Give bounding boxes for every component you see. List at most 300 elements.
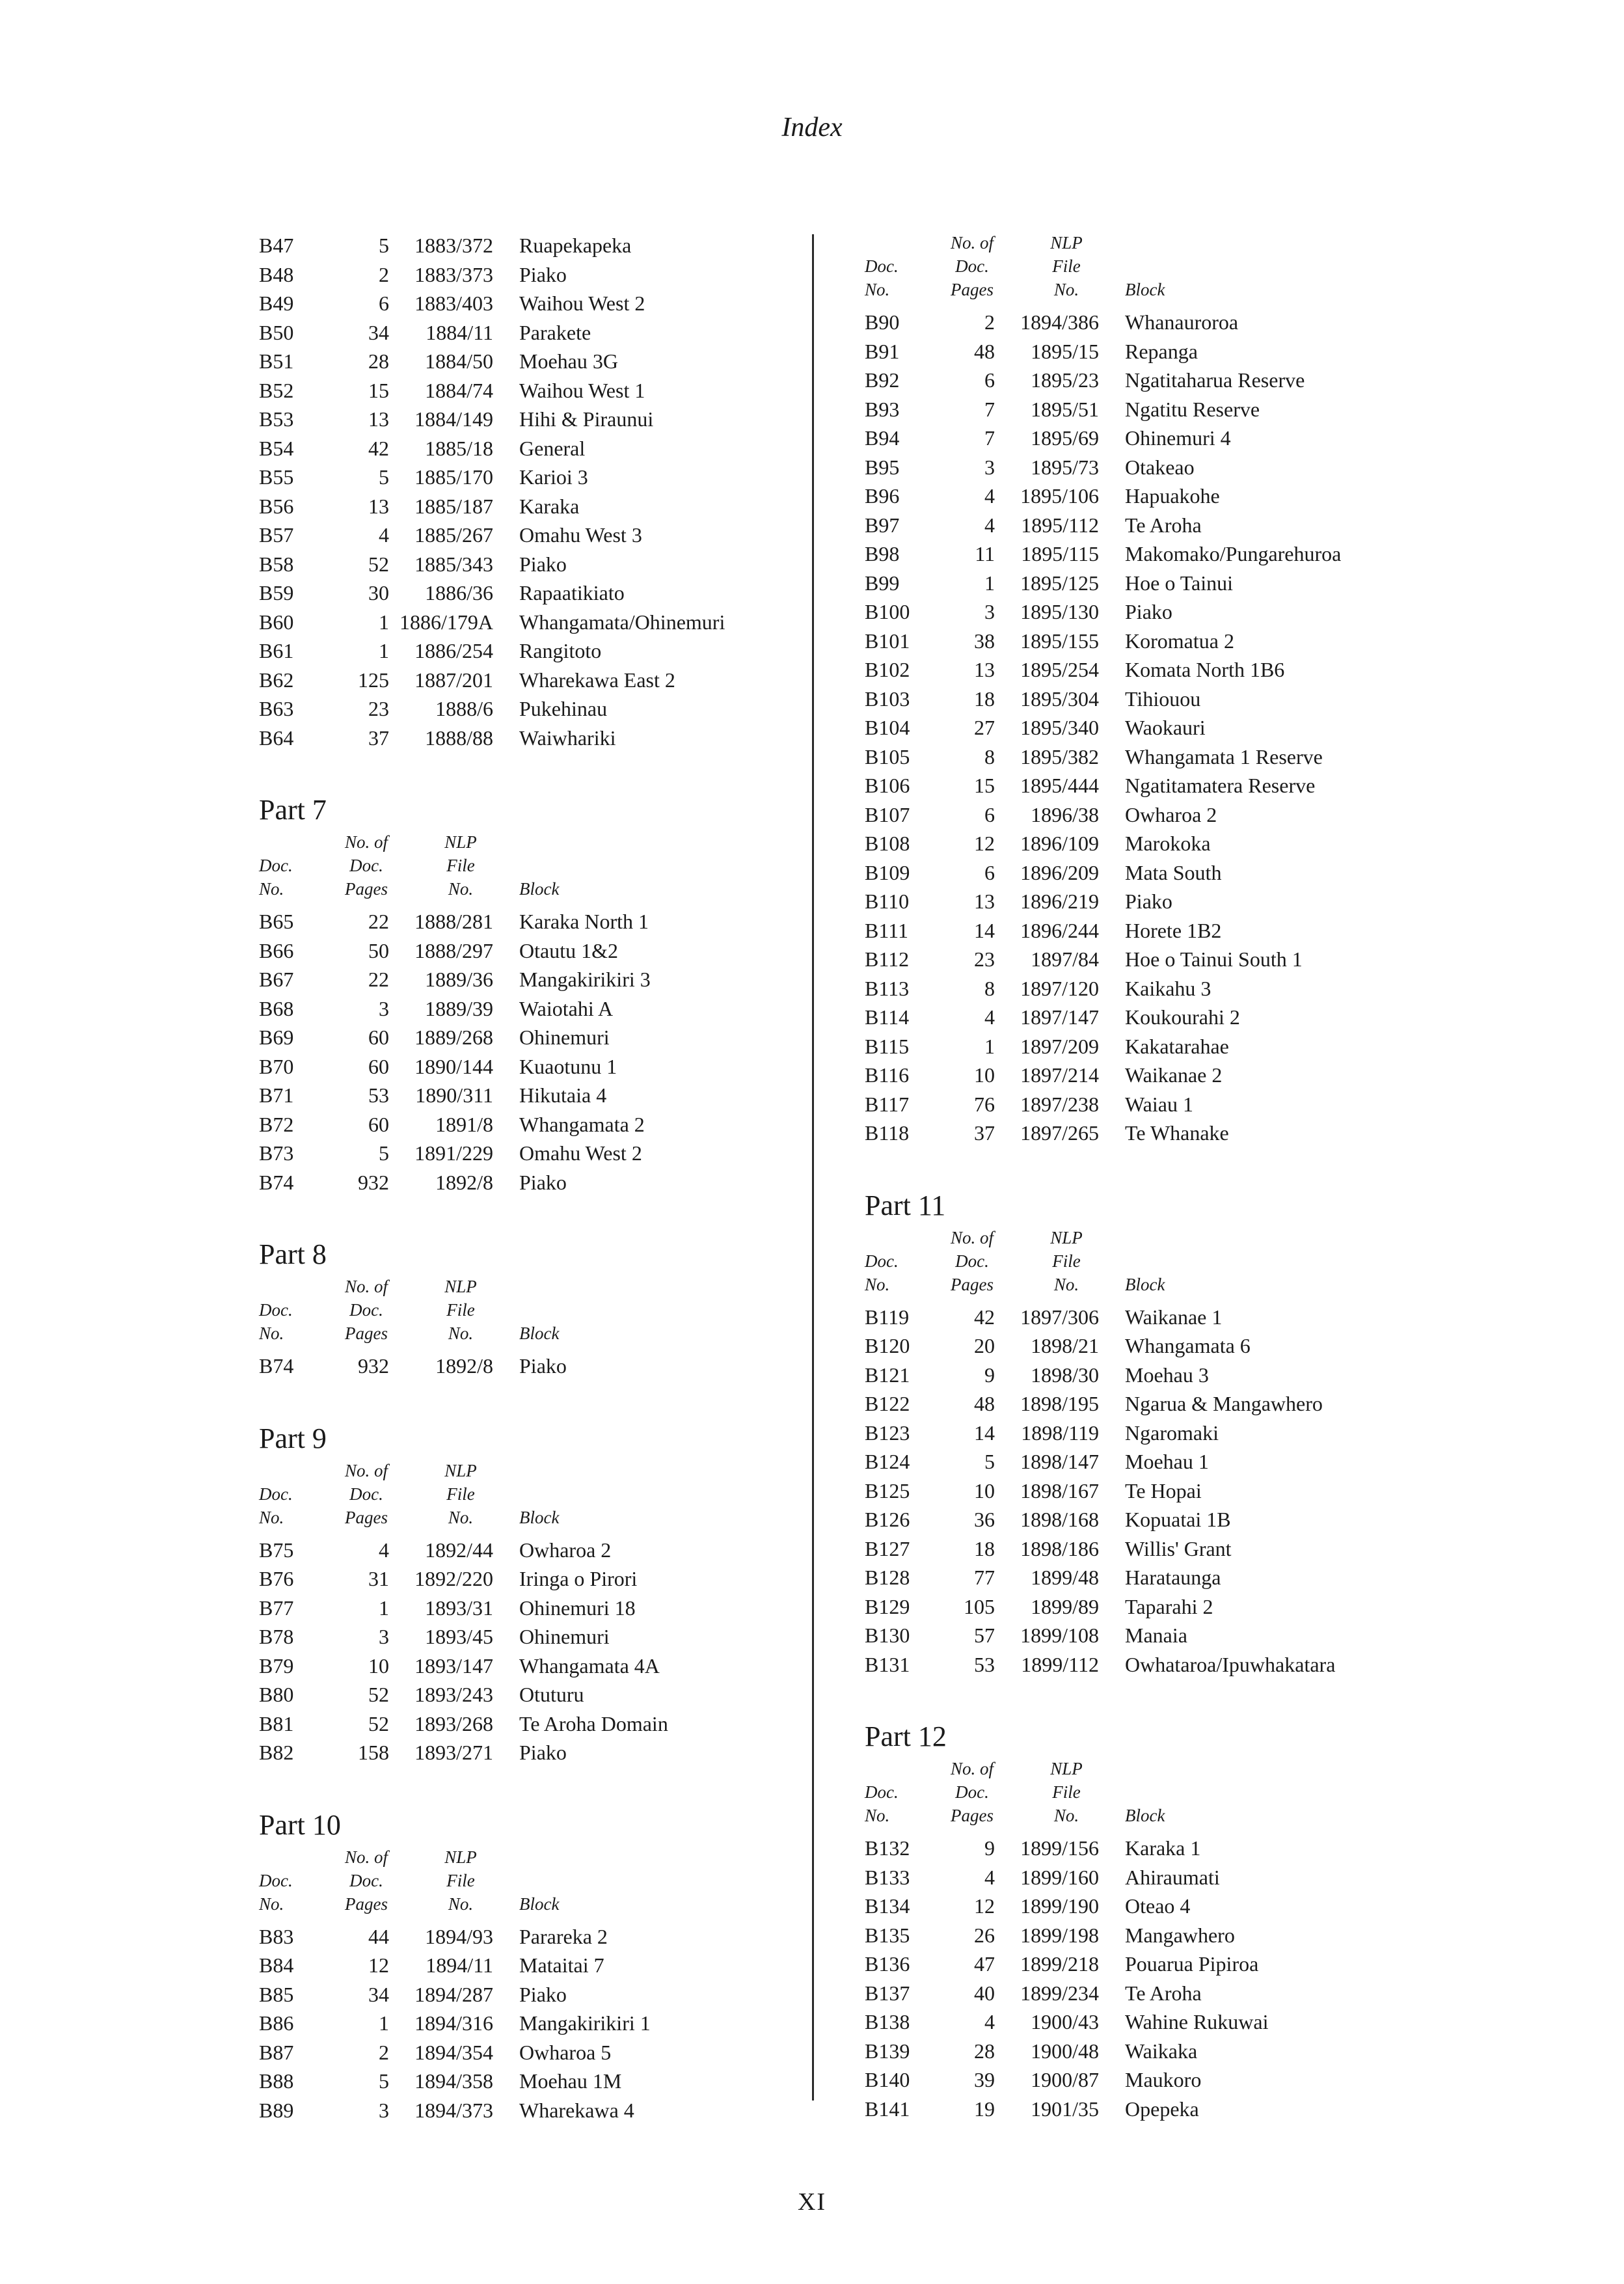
table-row <box>259 907 799 936</box>
table-row <box>865 482 1437 511</box>
index-section <box>259 790 799 1197</box>
header-doc-no <box>259 1298 337 1345</box>
block-name: Piako <box>519 1170 567 1194</box>
file-number: 1897/147 <box>1020 1005 1099 1029</box>
block-name: Oteao 4 <box>1125 1894 1191 1918</box>
header-file-no-line: No. <box>448 1894 474 1914</box>
file-number: 1897/84 <box>1031 947 1099 971</box>
file-number: 1895/106 <box>1020 484 1099 508</box>
part-title: Part 10 <box>259 1808 341 1841</box>
file-number: 1894/11 <box>426 1953 493 1977</box>
doc-number: B125 <box>865 1478 910 1502</box>
file-number: 1897/214 <box>1020 1063 1099 1087</box>
doc-number: B85 <box>259 1982 294 2006</box>
page-number: XI <box>797 2188 827 2216</box>
doc-number: B141 <box>865 2097 910 2121</box>
file-number: 1887/201 <box>414 668 493 692</box>
table-row <box>865 539 1437 569</box>
page-count: 12 <box>974 832 995 855</box>
index-section <box>259 1805 799 2125</box>
block-name: Omahu West 3 <box>519 523 642 547</box>
table-row <box>865 713 1437 742</box>
block-name: Piako <box>1125 890 1172 913</box>
header-doc-no-line: No. <box>259 879 284 899</box>
block-name: Whangamata 6 <box>1125 1334 1251 1357</box>
header-doc-no-line: No. <box>865 1274 890 1294</box>
doc-number: B137 <box>865 1981 910 2005</box>
doc-number: B121 <box>865 1363 910 1387</box>
block-name: Owharoa 2 <box>519 1538 612 1562</box>
block-name: Ohinemuri <box>519 1026 610 1049</box>
table-row <box>865 887 1437 916</box>
file-number: 1895/304 <box>1020 687 1099 711</box>
page-count: 13 <box>368 407 389 431</box>
page-count: 48 <box>974 339 995 363</box>
page-count: 60 <box>368 1112 389 1136</box>
file-number: 1884/11 <box>426 320 493 344</box>
block-name: Kopuatai 1B <box>1125 1508 1231 1531</box>
page-count: 52 <box>368 1711 389 1735</box>
header-file-no <box>415 1275 506 1345</box>
block-name: Makomako/Pungarehuroa <box>1125 542 1342 565</box>
table-row <box>865 742 1437 772</box>
table-row <box>865 1090 1437 1119</box>
column-header <box>259 830 799 907</box>
header-pages-line: Pages <box>345 1507 388 1527</box>
header-doc-no-line: No. <box>865 1806 890 1825</box>
block-name: Kaikahu 3 <box>1125 976 1211 1000</box>
file-number: 1898/119 <box>1021 1421 1099 1445</box>
file-number: 1893/147 <box>414 1653 493 1678</box>
file-number: 1899/89 <box>1031 1594 1099 1618</box>
index-section <box>865 231 1437 1148</box>
page-count: 3 <box>379 2098 389 2122</box>
file-number: 1885/170 <box>414 465 493 489</box>
header-pages-line: Pages <box>345 1894 388 1914</box>
index-section <box>259 1419 799 1767</box>
doc-number: B132 <box>865 1836 910 1860</box>
table-row <box>865 424 1437 453</box>
doc-number: B48 <box>259 262 294 286</box>
block-name: Wahine Rukuwai <box>1125 2010 1269 2033</box>
file-number: 1900/43 <box>1031 2010 1099 2033</box>
file-number: 1892/8 <box>435 1354 493 1378</box>
doc-number: B51 <box>259 349 294 373</box>
block-name: Whangamata 4A <box>519 1653 660 1678</box>
block-name: Kakatarahae <box>1125 1034 1229 1058</box>
table-row <box>865 1950 1437 1979</box>
column-header <box>865 1757 1437 1834</box>
table-row <box>865 1534 1437 1564</box>
block-name: Te Aroha <box>1125 1981 1202 2005</box>
column-header <box>259 1275 799 1352</box>
file-number: 1896/244 <box>1020 918 1099 942</box>
doc-number: B140 <box>865 2068 910 2091</box>
part-title: Part 7 <box>259 794 327 826</box>
page-count: 31 <box>368 1567 389 1590</box>
table-row <box>259 636 799 666</box>
header-doc-no <box>259 1869 337 1916</box>
table-row <box>865 945 1437 974</box>
table-row <box>865 2095 1437 2124</box>
page-count: 3 <box>379 1625 389 1648</box>
page-count: 22 <box>368 968 389 991</box>
header-file-no-line: File <box>1052 256 1081 276</box>
doc-number: B59 <box>259 581 294 605</box>
file-number: 1897/238 <box>1020 1092 1099 1116</box>
part-title: Part 8 <box>259 1238 327 1270</box>
doc-number: B111 <box>865 918 908 942</box>
header-file-no-line: No. <box>1053 280 1079 299</box>
file-number: 1894/287 <box>414 1982 493 2006</box>
block-name: Iringa o Pirori <box>519 1567 638 1590</box>
header-pages <box>936 231 1008 301</box>
right-column <box>865 231 1437 2161</box>
header-pages-line: Doc. <box>349 1300 383 1320</box>
header-file-no-line: File <box>1052 1782 1081 1802</box>
page-count: 23 <box>974 947 995 971</box>
table-row <box>865 1331 1437 1361</box>
header-file-no-line: NLP <box>1050 1227 1083 1247</box>
page-count: 4 <box>984 484 995 508</box>
block-name: Tihiouou <box>1125 687 1201 711</box>
page-count: 10 <box>368 1653 389 1678</box>
file-number: 1895/130 <box>1020 600 1099 623</box>
block-name: Pukehinau <box>519 697 608 720</box>
block-name: Wharekawa East 2 <box>519 668 675 692</box>
table-row <box>259 694 799 724</box>
doc-number: B78 <box>259 1625 294 1648</box>
file-number: 1895/254 <box>1020 658 1099 681</box>
page-count: 52 <box>368 552 389 576</box>
header-file-no-line: File <box>446 1484 475 1504</box>
column-header <box>259 1459 799 1536</box>
doc-number: B104 <box>865 716 910 739</box>
page-count: 4 <box>379 1538 389 1562</box>
doc-number: B80 <box>259 1683 294 1706</box>
doc-number: B67 <box>259 968 294 991</box>
block-name: Waihou West 2 <box>519 292 645 315</box>
page-count: 7 <box>984 426 995 450</box>
file-number: 1893/268 <box>414 1711 493 1735</box>
header-block <box>519 877 559 901</box>
file-number: 1892/8 <box>435 1170 493 1194</box>
page-count: 14 <box>974 918 995 942</box>
doc-number: B66 <box>259 938 294 962</box>
block-name: Karaka <box>519 494 580 518</box>
file-number: 1884/149 <box>414 407 493 431</box>
page-count: 15 <box>368 378 389 402</box>
doc-number: B92 <box>865 368 900 392</box>
header-file-no-line: No. <box>1053 1274 1079 1294</box>
block-name: Moehau 3 <box>1125 1363 1209 1387</box>
file-number: 1899/218 <box>1020 1952 1099 1976</box>
block-name: Mangawhero <box>1125 1923 1235 1947</box>
file-number: 1899/112 <box>1021 1652 1099 1676</box>
file-number: 1893/31 <box>425 1596 493 1620</box>
block-name: Rangitoto <box>519 639 602 662</box>
header-doc-no-line: No. <box>259 1894 284 1914</box>
doc-number: B53 <box>259 407 294 431</box>
doc-number: B76 <box>259 1567 294 1590</box>
header-pages-line: Pages <box>951 280 994 299</box>
header-doc-no-line: Doc. <box>865 1782 899 1802</box>
file-number: 1891/8 <box>435 1112 493 1136</box>
header-doc-no <box>865 1249 943 1296</box>
page-count: 47 <box>974 1952 995 1976</box>
block-name: Kuaotunu 1 <box>519 1054 617 1078</box>
doc-number: B64 <box>259 726 294 750</box>
table-row <box>259 608 799 637</box>
doc-number: B56 <box>259 494 294 518</box>
doc-number: B109 <box>865 860 910 884</box>
header-pages-line: Doc. <box>349 1484 383 1504</box>
doc-number: B60 <box>259 610 294 634</box>
block-name: Te Whanake <box>1125 1121 1229 1145</box>
block-name: Whanauroroa <box>1125 310 1239 334</box>
page-count: 60 <box>368 1054 389 1078</box>
doc-number: B118 <box>865 1121 910 1145</box>
table-row <box>259 260 799 290</box>
file-number: 1899/160 <box>1020 1865 1099 1889</box>
page-count: 28 <box>974 2039 995 2063</box>
block-name: Parakete <box>519 320 591 344</box>
table-row <box>259 1680 799 1709</box>
header-file-no <box>1021 1757 1112 1827</box>
page-count: 5 <box>379 234 389 257</box>
doc-number: B134 <box>865 1894 910 1918</box>
index-section <box>259 1234 799 1381</box>
header-doc-no-line: Doc. <box>259 1870 293 1890</box>
table-row <box>865 916 1437 945</box>
header-file-no-line: NLP <box>1050 233 1083 252</box>
header-pages-line: No. of <box>344 832 388 852</box>
page-count: 34 <box>368 1982 389 2006</box>
page-count: 6 <box>984 802 995 826</box>
header-pages-line: No. of <box>344 1277 388 1296</box>
file-number: 1893/271 <box>414 1741 493 1764</box>
block-name: Willis' Grant <box>1125 1536 1232 1560</box>
doc-number: B103 <box>865 687 910 711</box>
doc-number: B77 <box>259 1596 294 1620</box>
file-number: 1888/297 <box>414 938 493 962</box>
file-number: 1883/403 <box>414 292 493 315</box>
doc-number: B95 <box>865 455 900 479</box>
table-row <box>259 1168 799 1197</box>
page-count: 18 <box>974 1536 995 1560</box>
block-name: Mangakirikiri 1 <box>519 2011 651 2035</box>
page-count: 10 <box>974 1063 995 1087</box>
doc-number: B74 <box>259 1354 294 1378</box>
page-count: 12 <box>368 1953 389 1977</box>
file-number: 1900/87 <box>1031 2068 1099 2091</box>
doc-number: B86 <box>259 2011 294 2035</box>
table-row <box>259 1738 799 1767</box>
table-row <box>259 1709 799 1739</box>
page-count: 18 <box>974 687 995 711</box>
block-name: Ahiraumati <box>1125 1865 1220 1889</box>
file-number: 1898/21 <box>1031 1334 1099 1357</box>
page-count: 1 <box>379 2011 389 2035</box>
file-number: 1900/48 <box>1031 2039 1099 2063</box>
table-row <box>259 550 799 579</box>
page-count: 6 <box>984 368 995 392</box>
header-block-line: Block <box>519 1324 560 1343</box>
table-row <box>259 289 799 318</box>
table-row <box>259 1081 799 1110</box>
file-number: 1888/281 <box>414 910 493 933</box>
table-row <box>865 829 1437 858</box>
file-number: 1889/39 <box>425 996 493 1020</box>
block-name: Hikutaia 4 <box>519 1083 607 1107</box>
block-name: Ngaromaki <box>1125 1421 1219 1445</box>
page-count: 34 <box>368 320 389 344</box>
block-name: Owharoa 2 <box>1125 802 1217 826</box>
doc-number: B110 <box>865 890 910 913</box>
header-file-no-line: File <box>446 1870 475 1890</box>
table-row <box>259 1023 799 1052</box>
page-count: 2 <box>379 2040 389 2064</box>
header-pages-line: Doc. <box>349 1870 383 1890</box>
table-row <box>865 655 1437 685</box>
table-row <box>259 1352 799 1381</box>
table-row <box>259 936 799 966</box>
block-name: Mata South <box>1125 860 1222 884</box>
header-doc-no-line: No. <box>259 1507 284 1527</box>
file-number: 1895/23 <box>1031 368 1099 392</box>
page-count: 42 <box>974 1305 995 1329</box>
header-file-no-line: NLP <box>444 1847 477 1867</box>
file-number: 1899/108 <box>1020 1624 1099 1647</box>
block-name: Whangamata/Ohinemuri <box>519 610 725 634</box>
file-number: 1896/219 <box>1020 890 1099 913</box>
table-row <box>865 771 1437 800</box>
block-name: Hapuakohe <box>1125 484 1220 508</box>
table-row <box>865 1892 1437 1921</box>
header-pages <box>331 830 402 901</box>
doc-number: B69 <box>259 1026 294 1049</box>
table-row <box>865 1834 1437 1863</box>
file-number: 1895/69 <box>1031 426 1099 450</box>
page-count: 11 <box>975 542 995 565</box>
block-name: Repanga <box>1125 339 1198 363</box>
doc-number: B113 <box>865 976 910 1000</box>
block-name: Otautu 1&2 <box>519 938 618 962</box>
file-number: 1895/112 <box>1021 513 1099 537</box>
page-count: 13 <box>974 890 995 913</box>
doc-number: B47 <box>259 234 294 257</box>
page-count: 13 <box>368 494 389 518</box>
page-count: 36 <box>974 1508 995 1531</box>
column-header <box>865 1226 1437 1303</box>
page-count: 28 <box>368 349 389 373</box>
file-number: 1889/36 <box>425 968 493 991</box>
block-name: Ngatitaharua Reserve <box>1125 368 1305 392</box>
block-name: Waokauri <box>1125 716 1206 739</box>
file-number: 1895/73 <box>1031 455 1099 479</box>
file-number: 1886/36 <box>425 581 493 605</box>
table-row <box>865 1419 1437 1448</box>
page-count: 4 <box>984 513 995 537</box>
table-row <box>259 1139 799 1168</box>
page-count: 40 <box>974 1981 995 2005</box>
header-file-no-line: File <box>1052 1251 1081 1271</box>
doc-number: B105 <box>865 744 910 768</box>
header-doc-no-line: Doc. <box>865 256 899 276</box>
page-count: 1 <box>379 1596 389 1620</box>
block-name: Marokoka <box>1125 832 1211 855</box>
block-name: Omahu West 2 <box>519 1141 642 1165</box>
header-pages <box>936 1757 1008 1827</box>
file-number: 1886/254 <box>414 639 493 662</box>
block-name: Waikanae 2 <box>1125 1063 1223 1087</box>
block-name: Mataitai 7 <box>519 1953 604 1977</box>
block-name: Wharekawa 4 <box>519 2098 634 2122</box>
doc-number: B117 <box>865 1092 910 1116</box>
table-row <box>865 569 1437 598</box>
header-pages-line: Pages <box>951 1274 994 1294</box>
file-number: 1899/198 <box>1020 1923 1099 1947</box>
doc-number: B96 <box>865 484 900 508</box>
page-count: 4 <box>379 523 389 547</box>
page-count: 9 <box>984 1836 995 1860</box>
table-row <box>865 1650 1437 1679</box>
page-count: 8 <box>984 744 995 768</box>
doc-number: B126 <box>865 1508 910 1531</box>
page-count: 4 <box>984 1865 995 1889</box>
table-row <box>259 724 799 753</box>
table-row <box>865 511 1437 540</box>
table-row <box>259 1622 799 1652</box>
doc-number: B79 <box>259 1653 294 1678</box>
table-row <box>865 1119 1437 1148</box>
part-title: Part 11 <box>865 1189 946 1221</box>
file-number: 1891/229 <box>414 1141 493 1165</box>
doc-number: B54 <box>259 436 294 460</box>
file-number: 1896/209 <box>1020 860 1099 884</box>
block-name: Moehau 3G <box>519 349 618 373</box>
file-number: 1896/38 <box>1031 802 1099 826</box>
header-pages <box>936 1226 1008 1296</box>
header-block <box>519 1506 559 1529</box>
file-number: 1898/30 <box>1031 1363 1099 1387</box>
block-name: Hihi & Piraunui <box>519 407 654 431</box>
file-number: 1898/147 <box>1020 1450 1099 1473</box>
page-count: 22 <box>368 910 389 933</box>
doc-number: B93 <box>865 397 900 421</box>
doc-number: B58 <box>259 552 294 576</box>
table-row <box>865 858 1437 888</box>
doc-number: B108 <box>865 832 910 855</box>
block-name: Opepeka <box>1125 2097 1199 2121</box>
header-pages <box>331 1459 402 1529</box>
page-count: 932 <box>358 1170 389 1194</box>
file-number: 1897/120 <box>1020 976 1099 1000</box>
page-count: 39 <box>974 2068 995 2091</box>
page-count: 15 <box>974 774 995 797</box>
file-number: 1894/386 <box>1020 310 1099 334</box>
block-name: Whangamata 2 <box>519 1112 645 1136</box>
header-file-no <box>1021 1226 1112 1296</box>
table-row <box>259 666 799 695</box>
doc-number: B94 <box>865 426 900 450</box>
header-pages-line: No. of <box>950 1759 994 1778</box>
page-count: 9 <box>984 1363 995 1387</box>
page-count: 44 <box>368 1924 389 1948</box>
table-row <box>865 1003 1437 1032</box>
doc-number: B106 <box>865 774 910 797</box>
doc-number: B90 <box>865 310 900 334</box>
